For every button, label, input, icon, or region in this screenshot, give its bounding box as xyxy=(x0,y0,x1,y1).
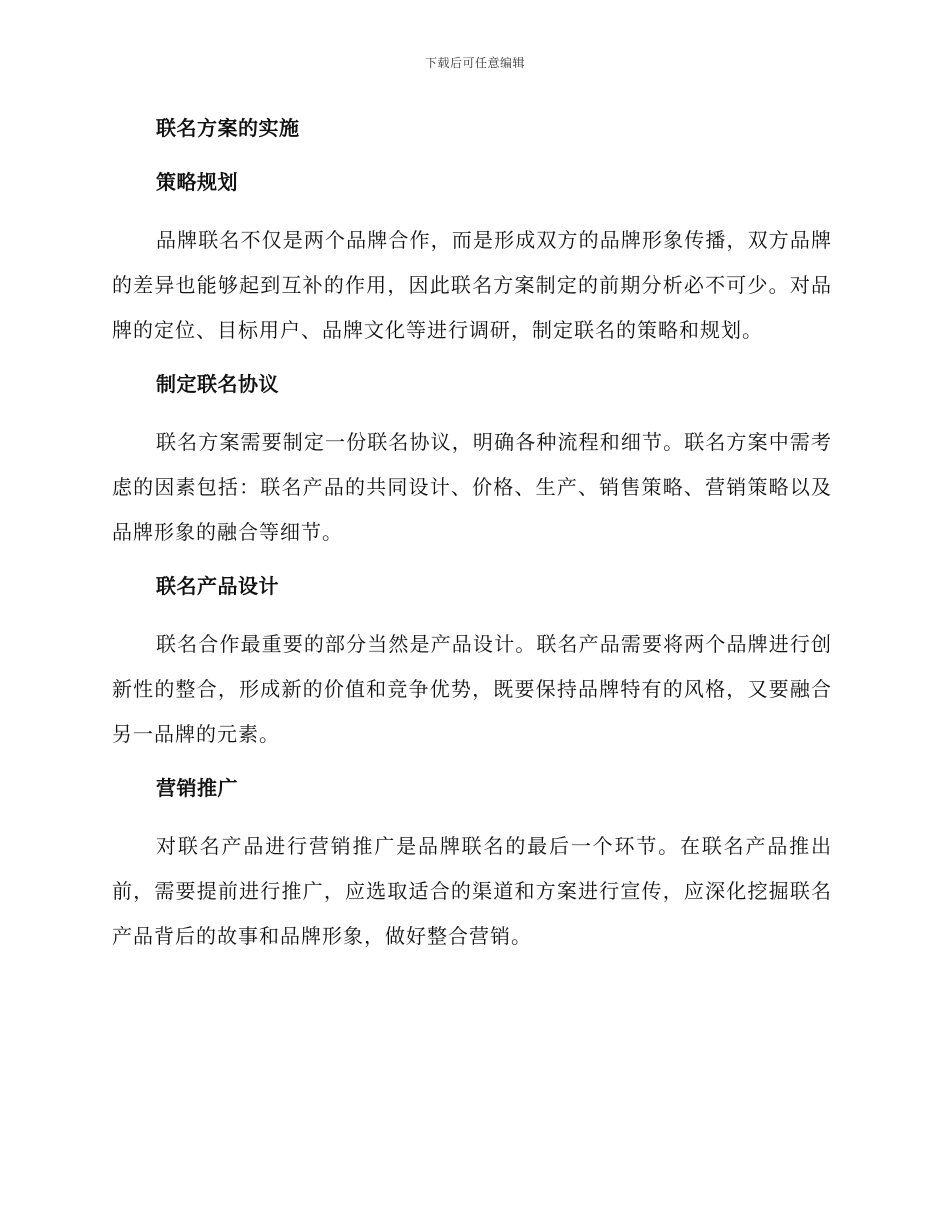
page-header: 下载后可任意编辑 xyxy=(424,56,525,70)
document-body xyxy=(112,110,832,972)
heading-strategy: 策略规划 xyxy=(156,170,238,194)
section-title: 联名方案的实施 xyxy=(156,116,300,140)
paragraph-marketing: 对联名产品进行营销推广是品牌联名的最后一个环节。在联名产品推出前，需要提前进行推广，应选取适合的渠道和方案进行宣传，应深化挖掘联名产品背后的故事和品牌形象，做好整合营销。 xyxy=(112,834,832,948)
paragraph-design: 联名合作最重要的部分当然是产品设计。联名产品需要将两个品牌进行创新性的整合，形成新的价值和竞争优势，既要保持品牌特有的风格，又要融合另一品牌的元素。 xyxy=(112,632,832,746)
paragraph-strategy: 品牌联名不仅是两个品牌合作，而是形成双方的品牌形象传播，双方品牌的差异也能够起到互补的作用，因此联名方案制定的前期分析必不可少。对品牌的定位、目标用户、品牌文化等进行调研，制定联名的策略和规划。 xyxy=(112,228,832,342)
heading-marketing: 营销推广 xyxy=(156,776,238,800)
paragraph-agreement: 联名方案需要制定一份联名协议，明确各种流程和细节。联名方案中需考虑的因素包括：联名产品的共同设计、价格、生产、销售策略、营销策略以及品牌形象的融合等细节。 xyxy=(112,430,832,544)
heading-design: 联名产品设计 xyxy=(156,574,279,598)
heading-agreement: 制定联名协议 xyxy=(156,372,279,396)
